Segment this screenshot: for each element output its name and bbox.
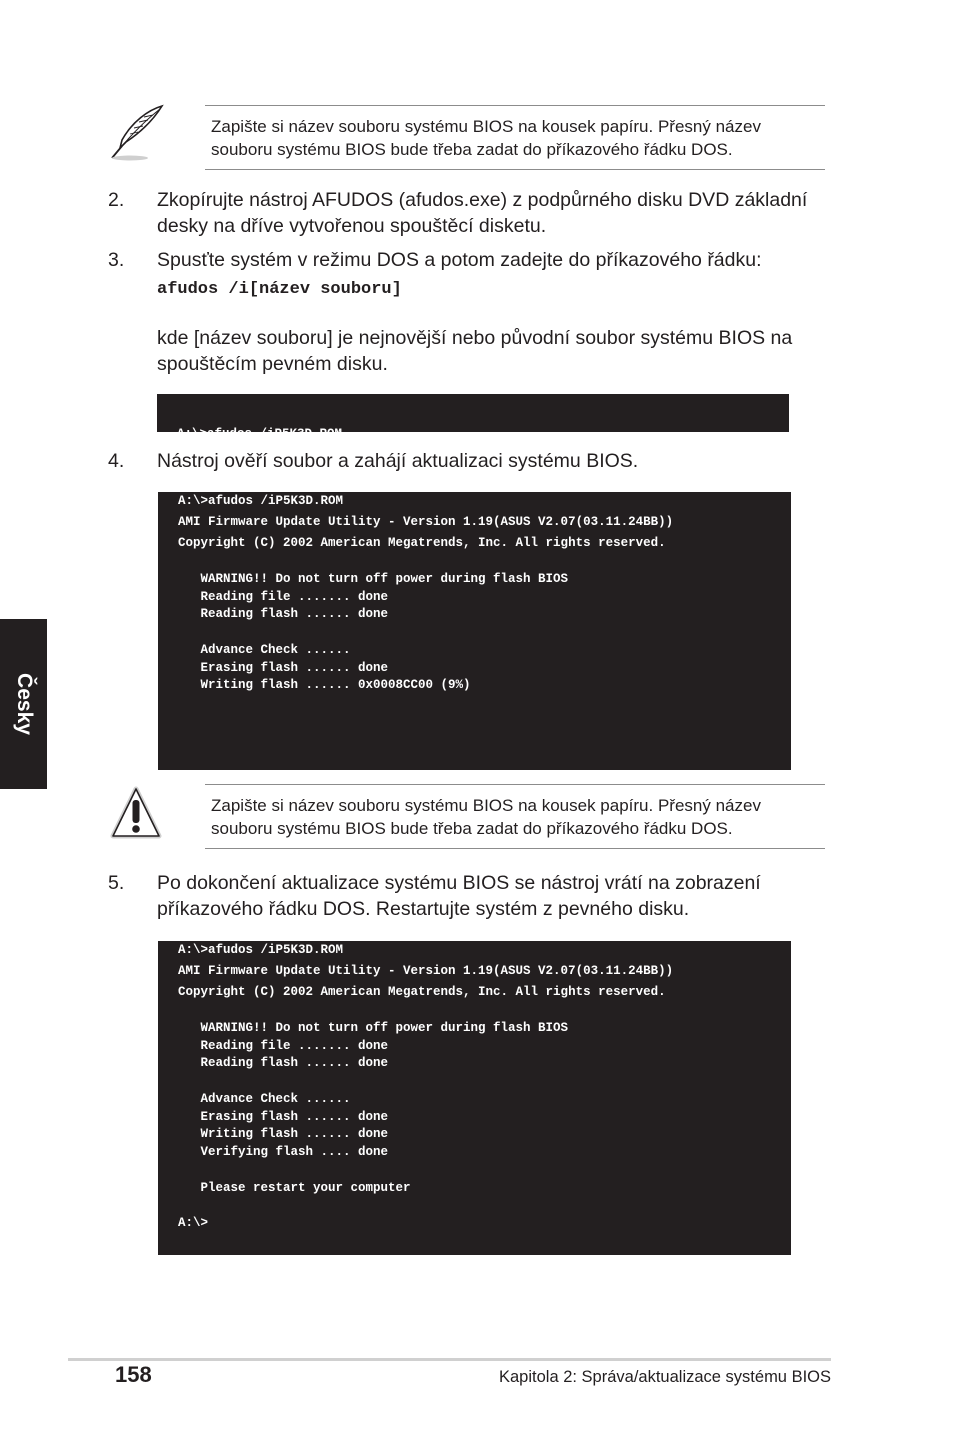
terminal-line: Erasing flash ...... done [178, 1110, 389, 1124]
terminal-line: Erasing flash ...... done [178, 661, 389, 675]
terminal-line: WARNING!! Do not turn off power during flash BIOS [178, 572, 569, 586]
terminal-line: A:\>afudos /iP5K3D.ROM [177, 427, 343, 441]
terminal-line: Writing flash ...... 0x0008CC00 (9%) [178, 678, 471, 692]
step-line: spouštěcím pevném disku. [157, 353, 388, 375]
terminal-line: Copyright (C) 2002 American Megatrends, Inc. All rights reserved. [178, 985, 666, 999]
step-number: 5. [108, 872, 125, 894]
terminal-line: Reading file ....... done [178, 1039, 389, 1053]
terminal-line: Reading flash ...... done [178, 607, 389, 621]
terminal-line [178, 1161, 791, 1179]
terminal-line: AMI Firmware Update Utility - Version 1.19(ASUS V2.07(03.11.24BB)) [178, 964, 674, 978]
terminal-line [178, 623, 791, 641]
chapter-title: Kapitola 2: Správa/aktualizace systému BIOS [499, 1368, 831, 1386]
step-line: příkazového řádku DOS. Restartujte systém z pevného disku. [157, 898, 690, 920]
footer-rule [68, 1358, 831, 1361]
note-box [205, 105, 825, 170]
language-side-tab [0, 619, 47, 789]
terminal-line [178, 1072, 791, 1090]
terminal-line: Verifying flash .... done [178, 1145, 389, 1159]
step-line: Zkopírujte nástroj AFUDOS (afudos.exe) z podpůrného disku DVD základní [157, 189, 808, 211]
note-text [211, 115, 825, 161]
step-text [157, 247, 817, 273]
step-number: 4. [108, 450, 125, 472]
warning-note-box [205, 784, 825, 849]
note-line: souboru systému BIOS bude třeba zadat do příkazového řádku DOS. [211, 140, 733, 159]
note-line: Zapište si název souboru systému BIOS na kousek papíru. Přesný název [211, 796, 761, 815]
terminal-screen-3 [158, 941, 791, 1255]
terminal-line [178, 1197, 791, 1215]
terminal-line: Advance Check ...... [178, 643, 351, 657]
terminal-line: Reading flash ...... done [178, 1056, 389, 1070]
warning-icon [110, 786, 162, 840]
quill-icon [108, 104, 166, 162]
terminal-line [178, 1001, 791, 1019]
note-line: Zapište si název souboru systému BIOS na kousek papíru. Přesný název [211, 117, 761, 136]
step-line: Spusťte systém v režimu DOS a potom zadejte do příkazového řádku: [157, 249, 762, 271]
step-line: kde [název souboru] je nejnovější nebo původní soubor systému BIOS na [157, 327, 793, 349]
note-text [211, 794, 825, 840]
terminal-line: WARNING!! Do not turn off power during flash BIOS [178, 1021, 569, 1035]
step-extra-text [157, 325, 817, 377]
terminal-line: A:\>afudos /iP5K3D.ROM [178, 494, 344, 508]
terminal-screen-2 [158, 492, 791, 770]
note-line: souboru systému BIOS bude třeba zadat do příkazového řádku DOS. [211, 819, 733, 838]
step-number: 2. [108, 189, 125, 211]
step-number: 3. [108, 249, 125, 271]
terminal-line: A:\> [178, 1216, 209, 1230]
terminal-screen-1 [157, 394, 789, 441]
step-line: Po dokončení aktualizace systému BIOS se nástroj vrátí na zobrazení [157, 872, 761, 894]
terminal-line: Copyright (C) 2002 American Megatrends, Inc. All rights reserved. [178, 536, 666, 550]
step-text [157, 448, 817, 474]
terminal-line [178, 552, 791, 570]
step-text [157, 870, 817, 922]
language-side-tab-label: Česky [12, 673, 36, 735]
terminal-line: A:\>afudos /iP5K3D.ROM [178, 943, 344, 957]
command-syntax: afudos /i[název souboru] [157, 280, 402, 299]
terminal-line: Advance Check ...... [178, 1092, 351, 1106]
terminal-line: AMI Firmware Update Utility - Version 1.19(ASUS V2.07(03.11.24BB)) [178, 515, 674, 529]
step-line: Nástroj ověří soubor a zahájí aktualizaci systému BIOS. [157, 450, 639, 472]
terminal-line: Writing flash ...... done [178, 1127, 389, 1141]
terminal-line: Please restart your computer [178, 1181, 411, 1195]
terminal-line: Reading file ....... done [178, 590, 389, 604]
page-number: 158 [115, 1362, 152, 1387]
step-text [157, 187, 817, 239]
step-line: desky na dříve vytvořenou spouštěcí disketu. [157, 215, 547, 237]
